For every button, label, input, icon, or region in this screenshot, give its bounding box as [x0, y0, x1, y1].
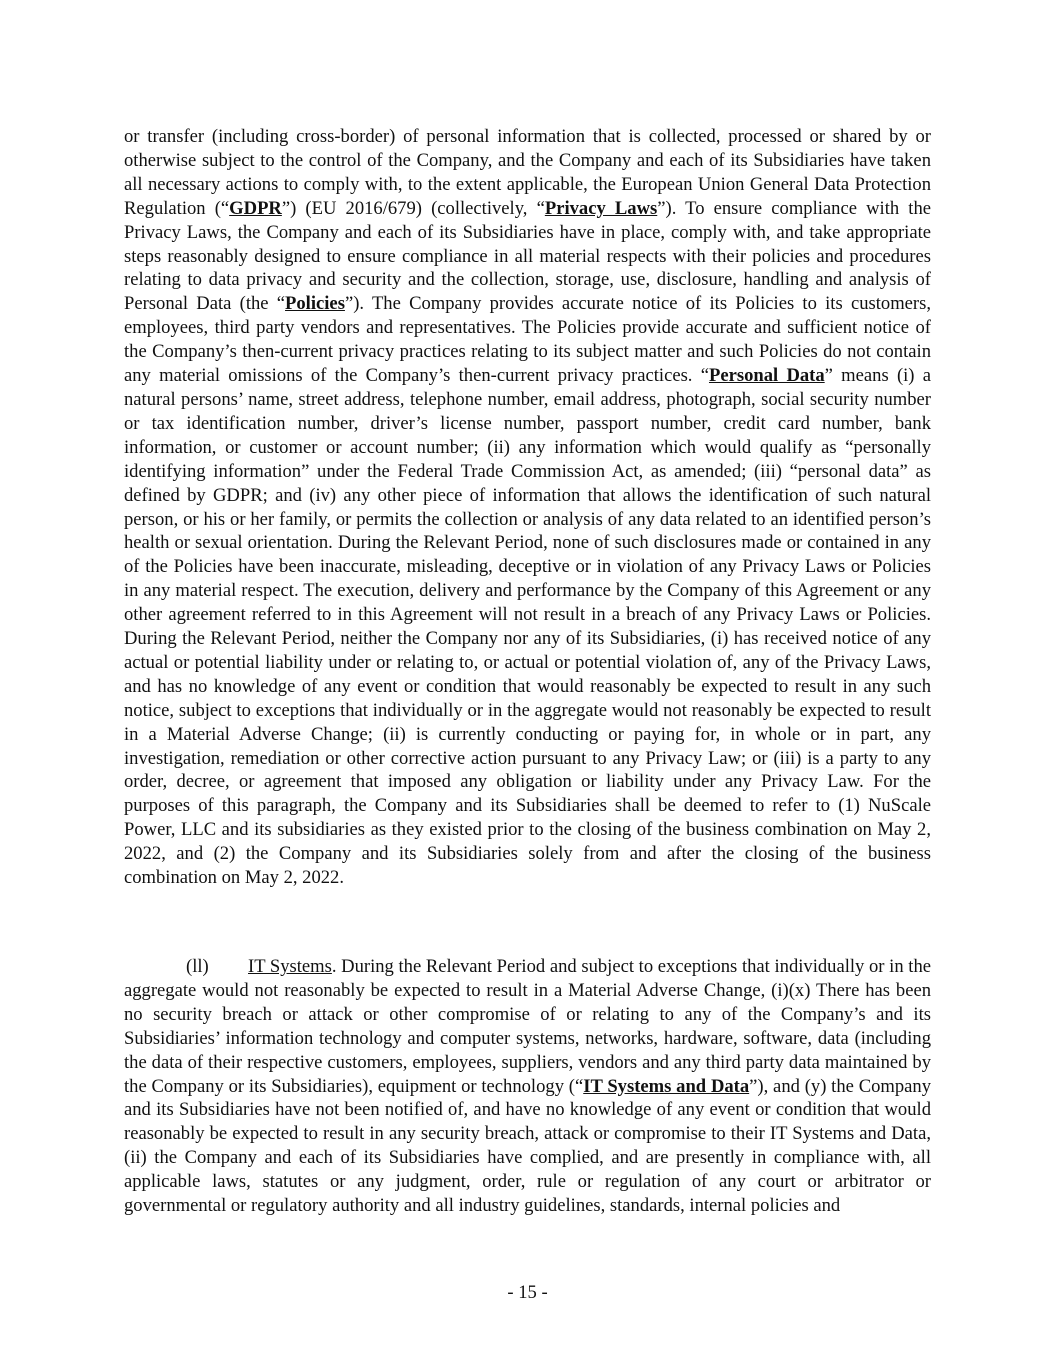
defined-term-personal-data: Personal Data: [708, 365, 825, 387]
section-enumerator: (ll): [186, 956, 209, 977]
section-caption: IT Systems: [248, 956, 332, 977]
text-run: . During the Relevant Period and subject to exceptions that individually or in the aggregate would not reasonably be expected to result in a Material Adverse Change, (i)(x) There has been no security breach or attack or other compromise of or relating to any of the Company’s and its Subsidiaries’ information technology and computer systems, networks, hardware, software, data (including the data of their respective customers, employees, suppliers, vendors and any third party data maintained by the Company or its Subsidiaries), equipment or technology (“: [124, 956, 931, 1097]
defined-term-gdpr: GDPR: [229, 197, 282, 219]
text-run: ” means (i) a natural persons’ name, street address, telephone number, email address, photograph, social security number or tax identification number, driver’s license number, passport number, credit card number, bank information, or customer or account number; (ii) any information which would qualify as “personally identifying information” under the Federal Trade Commission Act, as amended; (iii) “personal data” as defined by GDPR; and (iv) any other piece of information that allows the identification of such natural person, or his or her family, or permits the collection or analysis of any data related to an identified person’s health or sexual orientation. During the Relevant Period, none of such disclosures made or contained in any of the Policies have been inaccurate, misleading, deceptive or in violation of any Privacy Laws or Policies in any material respect. The execution, delivery and performance by the Company of this Agreement or any other agreement referred to in this Agreement will not result in a breach of any Privacy Laws or Policies. During the Relevant Period, neither the Company nor any of its Subsidiaries, (i) has received notice of any actual or potential liability under or relating to, or actual or potential violation of, any of the Privacy Laws, and has no knowledge of any event or condition that would reasonably be expected to result in any such notice, subject to exceptions that individually or in the aggregate would not reasonably be expected to result in a Material Adverse Change; (ii) is currently conducting or paying for, in whole or in part, any investigation, remediation or other corrective action pursuant to any Privacy Law; or (iii) is a party to any order, decree, or agreement that imposed any obligation or liability under any Privacy Law. For the purposes of this paragraph, the Company and its Subsidiaries shall be deemed to refer to (1) NuScale Power, LLC and its subsidiaries as they existed prior to the closing of the business combination on May 2, 2022, and (2) the Company and its Subsidiaries solely from and after the closing of the business combination on May 2, 2022.: [124, 365, 932, 889]
it-systems-paragraph: [124, 955, 931, 1218]
text-run: ”) (EU 2016/679) (collectively, “: [281, 197, 545, 219]
defined-term-policies: Policies: [285, 293, 345, 315]
text-run: ”), and (y) the Company and its Subsidiaries have not been notified of, and have no knowledge of any event or condition that would reasonably be expected to result in any security breach, attack or compromise to their IT Systems and Data, (ii) the Company and each of its Subsidiaries have complied, and are presently in compliance with, all applicable laws, statutes or any judgment, order, rule or regulation of any court or arbitrator or governmental or regulatory authority and all industry guidelines, standards, internal policies and: [124, 1075, 931, 1217]
defined-term-it-systems-and-data: IT Systems and Data: [583, 1075, 750, 1097]
defined-term-privacy-laws: Privacy Laws: [544, 197, 658, 219]
page-number: - 15 -: [507, 1282, 548, 1303]
text-run: or transfer (including cross-border) of personal information that is collected, processed or shared by or otherwise subject to the control of the Company, and the Company and each of its Subsidiaries have taken all necessary actions to comply with, to the extent applicable, the European Union General Data Protection Regulation (“: [124, 126, 931, 219]
text-run: ”). To ensure compliance with the Privacy Laws, the Company and each of its Subsidiaries have in place, comply with, and take appropriate steps reasonably designed to ensure compliance in all material respects with their policies and procedures relating to data privacy and security and the collection, storage, use, disclosure, handling and analysis of Personal Data (the “: [124, 197, 932, 315]
text-run: ”). The Company provides accurate notice of its Policies to its customers, employees, third party vendors and representatives. The Policies provide accurate and sufficient notice of the Company’s then-current privacy practices relating to its subject matter and such Policies do not contain any material omissions of the Company’s then-current privacy practices. “: [124, 293, 931, 387]
privacy-paragraph: [124, 125, 931, 890]
